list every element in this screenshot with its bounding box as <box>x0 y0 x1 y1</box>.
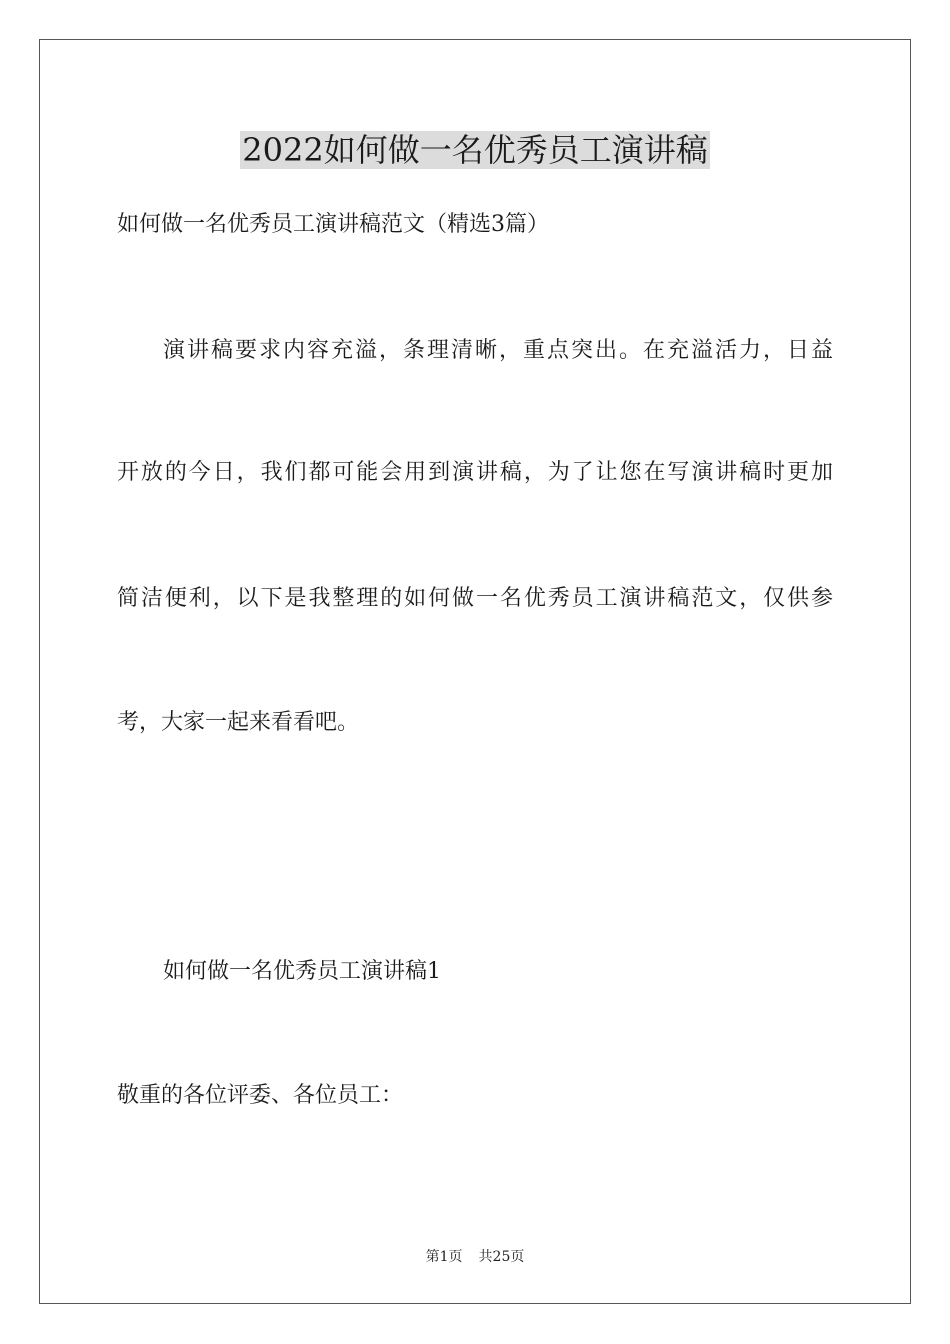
section-heading: 如何做一名优秀员工演讲稿1 <box>163 959 441 984</box>
page-number: 第1页 <box>425 1249 463 1265</box>
page-footer <box>0 1247 950 1267</box>
document-subtitle: 如何做一名优秀员工演讲稿范文（精选3篇） <box>117 212 549 237</box>
intro-line-1: 演讲稿要求内容充溢，条理清晰，重点突出。在充溢活力，日益 <box>163 338 833 363</box>
intro-line-2: 开放的今日，我们都可能会用到演讲稿，为了让您在写演讲稿时更加 <box>117 460 833 485</box>
document-title <box>0 127 950 173</box>
salutation: 敬重的各位评委、各位员工： <box>117 1083 404 1108</box>
intro-line-4: 考，大家一起来看看吧。 <box>117 710 360 735</box>
document-title-text: 2022如何做一名优秀员工演讲稿 <box>242 131 708 169</box>
intro-line-3: 简洁便利，以下是我整理的如何做一名优秀员工演讲稿范文，仅供参 <box>117 586 833 611</box>
page-total: 共25页 <box>478 1249 525 1265</box>
